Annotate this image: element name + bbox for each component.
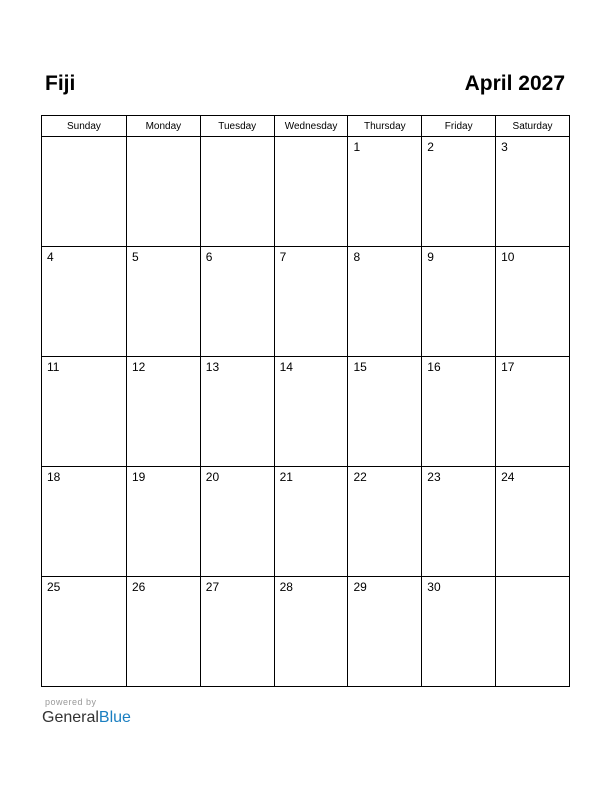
day-cell xyxy=(348,357,422,467)
weekday-header: Friday xyxy=(422,116,496,137)
day-cell xyxy=(496,357,570,467)
day-number: 6 xyxy=(205,250,213,264)
day-cell xyxy=(422,357,496,467)
day-number xyxy=(42,137,126,141)
day-cell xyxy=(496,137,570,247)
day-cell xyxy=(42,467,127,577)
weekday-header: Sunday xyxy=(42,116,127,137)
day-number: 5 xyxy=(131,250,139,264)
week-row xyxy=(42,357,570,467)
day-cell xyxy=(274,137,348,247)
weekday-header: Saturday xyxy=(496,116,570,137)
day-cell xyxy=(348,577,422,687)
day-cell xyxy=(42,137,127,247)
day-cell xyxy=(348,247,422,357)
day-number: 7 xyxy=(279,250,287,264)
day-cell xyxy=(348,467,422,577)
country-title: Fiji xyxy=(45,72,76,95)
day-number: 13 xyxy=(205,360,220,374)
day-number xyxy=(496,577,569,581)
day-number: 27 xyxy=(205,580,220,594)
day-number: 18 xyxy=(47,470,61,484)
day-number: 2 xyxy=(427,140,434,154)
day-cell xyxy=(126,137,200,247)
day-cell xyxy=(200,137,274,247)
day-cell xyxy=(274,357,348,467)
day-cell xyxy=(42,577,127,687)
month-year-title: April 2027 xyxy=(464,72,565,95)
footer-branding xyxy=(42,697,131,728)
day-number: 20 xyxy=(205,470,220,484)
day-number: 23 xyxy=(427,470,441,484)
day-number: 3 xyxy=(501,140,508,154)
weekday-header: Monday xyxy=(126,116,200,137)
weekday-header: Tuesday xyxy=(200,116,274,137)
day-number: 15 xyxy=(353,360,367,374)
weekday-header-row xyxy=(42,116,570,137)
day-number: 28 xyxy=(279,580,293,594)
day-cell xyxy=(274,577,348,687)
day-number: 26 xyxy=(131,580,146,594)
day-cell xyxy=(422,577,496,687)
day-number: 25 xyxy=(47,580,61,594)
day-cell xyxy=(274,467,348,577)
week-row xyxy=(42,577,570,687)
day-number: 1 xyxy=(353,140,361,154)
week-row xyxy=(42,467,570,577)
day-number: 8 xyxy=(353,250,361,264)
day-cell xyxy=(42,247,127,357)
day-number: 30 xyxy=(427,580,441,594)
day-number: 12 xyxy=(131,360,146,374)
calendar-grid xyxy=(41,115,570,687)
day-number: 29 xyxy=(353,580,367,594)
day-number xyxy=(201,137,274,141)
day-number: 11 xyxy=(47,360,60,374)
day-cell xyxy=(200,467,274,577)
day-number: 16 xyxy=(427,360,441,374)
week-row xyxy=(42,137,570,247)
brand-general-text: General xyxy=(42,709,99,726)
day-number: 17 xyxy=(501,360,515,374)
weekday-header: Wednesday xyxy=(274,116,348,137)
day-cell xyxy=(422,467,496,577)
generalblue-logo[interactable] xyxy=(42,708,131,728)
day-cell xyxy=(126,357,200,467)
day-cell xyxy=(348,137,422,247)
day-cell xyxy=(274,247,348,357)
day-cell xyxy=(200,357,274,467)
day-number: 19 xyxy=(131,470,146,484)
day-cell xyxy=(200,577,274,687)
day-number xyxy=(127,137,200,141)
day-number: 14 xyxy=(279,360,293,374)
day-cell xyxy=(126,247,200,357)
brand-blue-text: Blue xyxy=(98,709,131,726)
day-cell xyxy=(126,467,200,577)
weekday-header: Thursday xyxy=(348,116,422,137)
day-cell xyxy=(422,137,496,247)
day-number: 24 xyxy=(501,470,515,484)
day-cell xyxy=(496,467,570,577)
day-cell xyxy=(496,577,570,687)
day-cell xyxy=(42,357,127,467)
day-number xyxy=(275,137,348,141)
week-row xyxy=(42,247,570,357)
day-cell xyxy=(422,247,496,357)
day-number: 9 xyxy=(427,250,434,264)
day-number: 21 xyxy=(279,470,293,484)
day-number: 4 xyxy=(47,250,54,264)
day-number: 22 xyxy=(353,470,367,484)
day-cell xyxy=(200,247,274,357)
day-number: 10 xyxy=(501,250,515,264)
day-cell xyxy=(496,247,570,357)
day-cell xyxy=(126,577,200,687)
powered-by-text: powered by xyxy=(45,697,97,707)
